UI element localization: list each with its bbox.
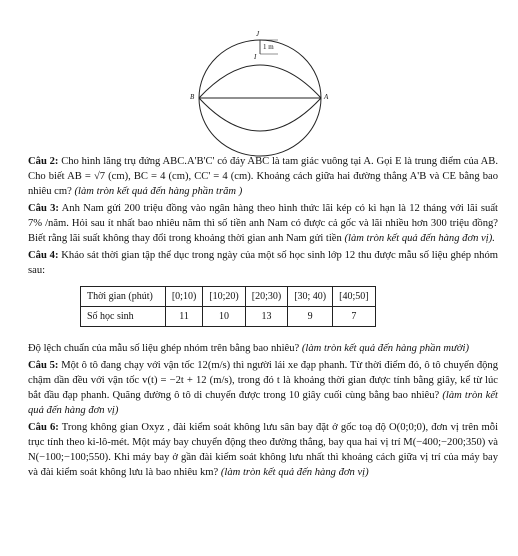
question-3-text: Anh Nam gửi 200 triệu đồng vào ngân hàng theo hình thức lãi kép có kì hạn là 12 tháng với lãi suất 7% /năm. Hỏi sau ít nhất bao nhiêu năm thì số tiền anh Nam có được cả gốc và lãi nhiều hơn 300 triệu đồng? Biết rằng lãi suất không thay đổi trong khoảng thời gian anh Nam gửi tiền <box>28 203 498 244</box>
grouped-data-table <box>80 286 376 327</box>
table-interval: [40;50] <box>333 287 375 307</box>
table-interval: [0;10) <box>165 287 202 307</box>
question-3-note: (làm tròn kết quả đến hàng đơn vị). <box>344 233 495 244</box>
table-interval: [10;20) <box>203 287 245 307</box>
upper-inner-arc <box>199 65 321 98</box>
question-4-followup <box>28 341 498 356</box>
label-i: I <box>254 53 257 61</box>
question-3 <box>28 201 498 246</box>
question-4-text: Khảo sát thời gian tập thể dục trong ngày của một số học sinh lớp 12 thu được mẫu số liệu ghép nhóm sau: <box>28 250 498 276</box>
table-count: 10 <box>203 307 245 327</box>
question-5-note: (làm tròn kết quả đến hàng đơn vị) <box>28 390 498 416</box>
table-row-count <box>81 307 376 327</box>
label-one-m: 1 m <box>263 43 274 51</box>
question-6-text: Trong không gian Oxyz , đài kiểm soát không lưu sân bay đặt ở gốc toạ độ O(0;0;0), đơn vị trên mỗi trục tính theo ki-lô-mét. Một máy bay chuyển động theo đường thẳng, bay qua hai vị trí M(−400;−200;350) và N(−100;−100;550). Khi máy bay ở gần đài kiểm soát không lưu nhất thì khoảng cách giữa vị trí của máy bay và đài kiểm soát không lưu là bao nhiêu km? <box>28 422 499 478</box>
question-6-number: Câu 6: <box>28 422 59 433</box>
question-2-note: (làm tròn kết quả đến hàng phần trăm ) <box>74 186 243 197</box>
question-5 <box>28 358 498 418</box>
question-3-number: Câu 3: <box>28 203 59 214</box>
question-5-number: Câu 5: <box>28 360 59 371</box>
question-6-note: (làm tròn kết quả đến hàng đơn vị) <box>220 467 369 478</box>
question-4-note: (làm tròn kết quả đến hàng phần mười) <box>301 343 469 354</box>
question-4-number: Câu 4: <box>28 250 59 261</box>
table-count: 7 <box>333 307 375 327</box>
table-head-count: Số học sinh <box>81 307 166 327</box>
question-2-number: Câu 2: <box>28 156 59 167</box>
label-j: J <box>256 30 260 38</box>
question-6 <box>28 420 498 480</box>
table-count: 11 <box>165 307 202 327</box>
question-2-text: Cho hình lăng trụ đứng ABC.A'B'C' có đáy ABC là tam giác vuông tại A. Gọi E là trung điểm của AB. Cho biết AB = √7 (cm), BC = 4 (cm), CC' = 4 (cm). Khoảng cách giữa hai đường thẳng A'B và CE bằng bao nhiêu cm? <box>28 156 499 197</box>
question-4-after-text: Độ lệch chuẩn của mẫu số liệu ghép nhóm trên bằng bao nhiêu? <box>28 343 300 354</box>
table-row-time <box>81 287 376 307</box>
questions-content <box>28 154 498 482</box>
table-interval: [20;30) <box>245 287 287 307</box>
table-interval: [30; 40) <box>288 287 333 307</box>
label-a: A <box>324 93 329 101</box>
table-count: 9 <box>288 307 333 327</box>
arch-diagram-svg <box>180 30 340 170</box>
question-2 <box>28 154 498 199</box>
figure-arch-diagram <box>180 30 340 170</box>
label-b: B <box>190 93 195 101</box>
table-count: 13 <box>245 307 287 327</box>
question-4 <box>28 248 498 278</box>
lower-inner-arc <box>199 98 321 131</box>
question-5-text: Một ô tô đang chạy với vận tốc 12(m/s) thì người lái xe đạp phanh. Từ thời điểm đó, ô tô chuyển động chậm dần đều với vận tốc v(t) = −2t + 12 (m/s), trong đó t là khoảng thời gian được tính bằng giây, kể từ lúc bắt đầu đạp phanh. Quãng đường ô tô di chuyển được trong 10 giây cuối cùng bằng bao nhiêu? <box>28 360 499 401</box>
table-head-time: Thời gian (phút) <box>81 287 166 307</box>
